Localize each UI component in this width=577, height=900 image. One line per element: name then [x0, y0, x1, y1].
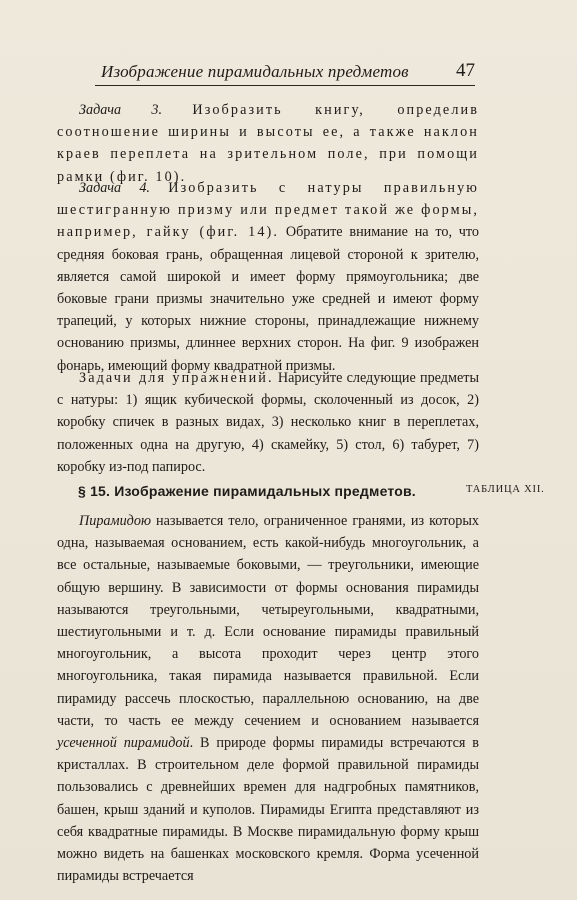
task-3-text: Изобразить книгу, определив соотношение ширины и высоты ее, а также наклон краев переплета на зрительном поле, при помощи рамки (фиг. 10).	[57, 102, 479, 185]
term-truncated-pyramid: усеченной пирамидой	[57, 735, 190, 752]
body-text-1: называется тело, ограниченное гранями, из которых одна, называемая основанием, есть какой-нибудь многоугольник, а все остальные, называемые боковыми, — треугольники, имеющие общую вершину. В зависимости от формы основания пирамиды называются треугольными, четыреугольными, квадратными, шестиугольными и т. д. Если основание пирамиды правильный многоугольник, а высота проходит через центр этого многоугольника, такая пирамида называется правильной. Если пирамиду рассечь плоскостью, параллельною основанию, на две части, то часть ее между сечением и основанием называется	[57, 513, 479, 729]
pyramid-definition-paragraph	[57, 510, 479, 887]
term-pyramid: Пирамидою	[79, 513, 151, 529]
body-text-2: . В природе формы пирамиды встречаются в кристаллах. В строительном деле формой правильной пирамиды пользовались с древнейших времен для надгробных памятников, башен, крыш зданий и куполов. Пирамиды Египта представляют из себя квадратные пирамиды. В Москве пирамидальную форму крыш можно видеть на башенках московского кремля. Форма усеченной пирамиды встречается	[57, 735, 480, 885]
header-rule	[95, 85, 475, 86]
running-title: Изображение пирамидальных предметов	[101, 62, 409, 81]
exercises-paragraph	[57, 367, 479, 478]
task-4-label: Задача 4.	[79, 180, 150, 196]
exercises-label: Задачи для упражнений.	[79, 370, 274, 386]
page-number: 47	[456, 60, 475, 81]
section-heading: § 15. Изображение пирамидальных предметов.	[78, 483, 416, 499]
task-4-text-spaced: Изобразить с натуры правильную шестигранную призму или предмет такой же формы, например, гайку (фиг. 14).	[57, 180, 480, 241]
task-3-paragraph	[57, 99, 479, 188]
task-3-label: Задача 3.	[79, 102, 163, 118]
task-4-text: Обратите внимание на то, что средняя боковая грань, обращенная лицевой стороной к зрителю, является самой широкой и имеет форму прямоугольника; две боковые грани призмы значительно уже средней и имеют форму трапеций, у которых нижние стороны, принадлежащие нижнему основанию призмы, длиннее верхних сторон. На фиг. 9 изображен фонарь, имеющий форму квадратной призмы.	[57, 224, 480, 374]
running-head	[95, 60, 475, 84]
task-4-paragraph	[57, 177, 479, 377]
exercises-text: Нарисуйте следующие предметы с натуры: 1) ящик кубической формы, сколоченный из досок, 2) коробку спичек в разных видах, 3) несколько книг в переплетах, положенных одна на другую, 4) скамейку, 5) стол, 6) табурет, 7) коробку из-под папирос.	[57, 370, 480, 475]
plate-reference: ТАБЛИЦА XII.	[466, 484, 545, 495]
